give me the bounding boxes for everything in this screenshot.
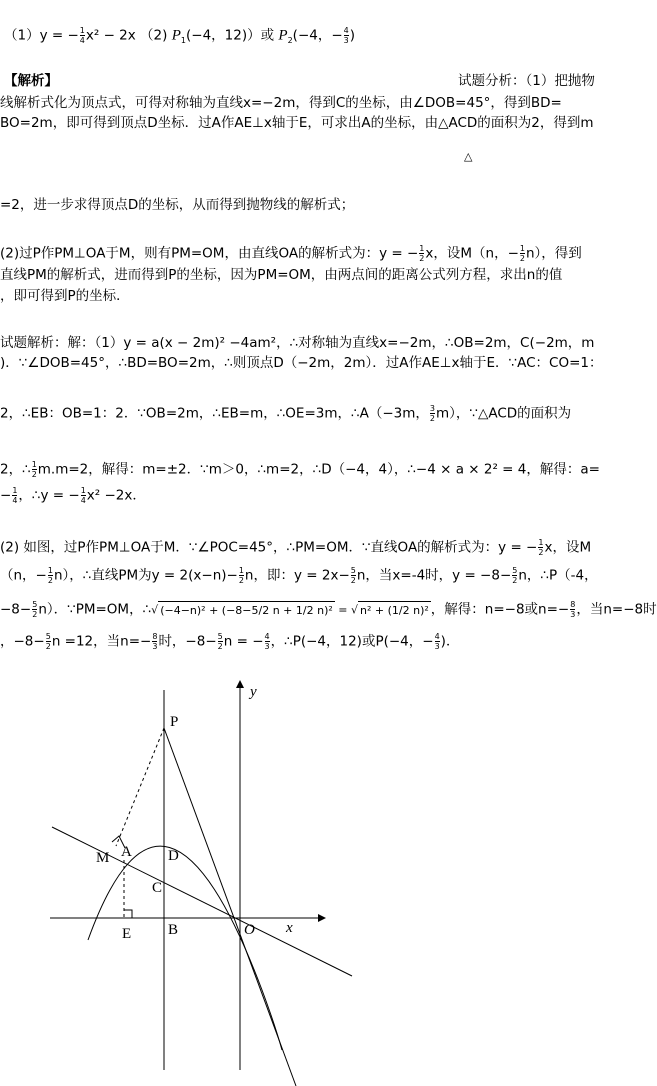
solution-s8-eq: = [334,603,351,617]
solution-s7-frac3-den: 2 [350,576,356,585]
solution-s6a: (2) 如图，过P作PM⊥OA于M．∵∠POC=45°，∴PM=OM．∵直线OA的解析式为：y = − [0,539,538,556]
label-B: B [168,922,179,938]
solution-s9-frac2 [152,632,157,651]
solution-s3-frac-num: 3 [429,404,435,413]
solution-line-8: −8− $\frac{5}{2}$ n）．∵PM=OM，∴√ (−4−n)² + (−8−5/2 n + 1/2 n)² = √ n² + (1/2 n)² ，解得：n=−8或n=− $\frac{8}{3}$ ，当n=−8时 [0,600,657,619]
solution-s9e: ，∴P(−4，12)或P(−4，− [270,633,434,650]
p1-sub: 1 [180,36,186,46]
p2-frac-den: 3 [343,36,349,45]
solution-s5-frac2-num: 1 [80,486,86,495]
solution-s3b: m），∵△ACD的面积为 [435,405,572,422]
label-C: C [152,880,163,896]
solution-s9a: ，−8− [0,633,45,650]
solution-s9-frac [46,632,51,651]
analysis-l4-frac [419,244,424,263]
solution-s5-frac-den: 4 [12,496,18,505]
analysis-triangle: △ [464,150,473,163]
solution-s9-frac4-num: 4 [264,632,270,641]
analysis-line-5: 直线PM的解析式，进而得到P的坐标，因为PM=OM，由两点间的距离公式列方程，求出n的值 [0,267,563,283]
solution-s8-frac-num: 5 [32,600,38,609]
solution-s4-frac-den: 2 [31,470,37,479]
solution-s7-frac2-num: 1 [238,566,244,575]
solution-line-1: 试题解析：解：（1）y = a(x − 2m)² −4am²，∴对称轴为直线x=−2m，∴OB=2m，C(−2m，m [0,335,595,351]
answer-summary-line [4,26,355,50]
label-M: M [96,850,110,866]
solution-s4-frac [32,460,37,479]
solution-s9-frac4-den: 3 [264,642,270,651]
p2-coords-b: ) [349,27,356,44]
analysis-line-1: 线解析式化为顶点式，可得对称轴为直线x=−2m，得到C的坐标，由∠DOB=45°，得到BD= [0,95,562,111]
p2-symbol: P [278,27,288,44]
p1-coords: (−4，12)）或 [185,27,275,44]
solution-s7-frac3 [351,566,356,585]
solution-s8-sqrt2: n² + (1/2 n)² [358,601,431,620]
label-P: P [170,714,179,730]
analysis-l4-frac2-num: 1 [519,244,525,253]
solution-s7-frac-num: 1 [47,566,53,575]
solution-s8-frac2-num: 8 [570,600,576,609]
solution-s8c: ，解得：n=−8或n=− [430,601,570,618]
analysis-l4-frac2 [520,244,525,263]
solution-s7b: n），∴直线PM为y = 2(x−n)− [53,567,238,584]
eq1-frac-num: 1 [79,26,85,35]
p2-sub: 2 [287,36,293,46]
solution-s7a: （n，− [0,567,47,584]
solution-s9c: 时，−8− [158,633,217,650]
solution-s7-frac4-num: 5 [512,566,518,575]
solution-s7-frac2 [239,566,244,585]
solution-line-4 [0,460,600,479]
solution-s8-frac2-den: 3 [570,610,576,619]
label-A: A [121,844,132,860]
solution-s9-frac-den: 2 [45,642,51,651]
solution-s3-frac [430,404,435,423]
solution-s3-frac-den: 2 [429,414,435,423]
solution-s7d: n，当x=-4时，y = −8− [356,567,512,584]
solution-s8b: n）．∵PM=OM，∴ [38,601,152,618]
solution-s9-frac4 [265,632,270,651]
solution-s9-frac5-den: 3 [434,642,440,651]
analysis-label: 【解析】 [4,73,58,89]
p2-fraction [344,26,349,45]
solution-s5a: − [0,487,12,504]
solution-s9-frac2-num: 8 [152,632,158,641]
analysis-l4-frac-num: 1 [419,244,425,253]
solution-s7-frac4 [512,566,517,585]
solution-s9d: n = − [223,633,264,650]
solution-s7-frac-den: 2 [47,576,53,585]
solution-line-7 [0,566,598,585]
solution-s6b: x，设M [544,539,592,556]
eq1-y: y = − [39,27,79,44]
solution-s8d: ，当n=−8时 [576,601,657,618]
solution-s8-frac [32,600,37,619]
analysis-l4b: x，设M（n，− [425,245,519,262]
right-angle-E [124,910,132,918]
solution-s9f: )． [440,633,460,650]
solution-s5-frac2 [81,486,86,505]
eq1-fraction [80,26,85,45]
analysis-l4a: (2)过P作PM⊥OA于M，则有PM=OM，由直线OA的解析式为：y = − [0,245,419,262]
solution-s8-frac-den: 2 [32,610,38,619]
label-E: E [122,926,132,942]
solution-s4a: 2，∴ [0,461,31,478]
solution-s7c: n，即：y = 2x− [244,567,350,584]
solution-line-3 [0,404,571,423]
solution-s5b: ，∴y = − [18,487,80,504]
solution-s9-frac3-num: 5 [217,632,223,641]
solution-s9-frac3 [218,632,223,651]
solution-s6-frac [538,538,543,557]
solution-s8a: −8− [0,601,32,618]
solution-s6-frac-den: 2 [538,548,544,557]
solution-s8-sqrt1: (−4−n)² + (−8−5/2 n + 1/2 n)² [158,601,335,620]
solution-line-2: )．∵∠DOB=45°，∴BD=BO=2m，∴则顶点D（−2m，2m）．过A作AE⊥x轴于E．∵AC：CO=1： [0,355,603,371]
solution-s3a: 2，∴EB：OB=1：2．∵OB=2m，∴EB=m，∴OE=3m，∴A（−3m， [0,405,429,422]
solution-s5-frac2-den: 4 [80,496,86,505]
analysis-line-4 [0,244,582,263]
solution-s9-frac5 [435,632,440,651]
solution-line-6 [0,538,591,557]
p2-frac-num: 4 [343,26,349,35]
eq1-rest: x² − 2x （2) [85,27,168,44]
p1-symbol: P [171,27,181,44]
solution-s7-frac [48,566,53,585]
part1-label: （1） [4,27,40,44]
solution-line-5 [0,486,146,505]
solution-s7-frac3-num: 5 [350,566,356,575]
solution-s9b: n =12，当n=− [51,633,152,650]
solution-s9-frac-num: 5 [45,632,51,641]
geometry-figure [0,670,630,1086]
solution-line-9 [0,632,459,651]
label-x: x [286,920,293,936]
label-y: y [250,684,257,700]
solution-s5-frac-num: 1 [12,486,18,495]
solution-s7-frac4-den: 2 [512,576,518,585]
solution-s7-frac2-den: 2 [238,576,244,585]
solution-s7e: n，∴P（-4， [518,567,598,584]
p2-coords-a: (−4，− [292,27,343,44]
analysis-line-6: ，即可得到P的坐标． [0,288,130,304]
parabola [88,846,282,1050]
solution-s9-frac3-den: 2 [217,642,223,651]
analysis-line-2: BO=2m，即可得到顶点D坐标．过A作AE⊥x轴于E，可求出A的坐标，由△ACD的面积为2，得到m [0,115,594,131]
solution-s6-frac-num: 1 [538,538,544,547]
solution-s8-frac2 [570,600,575,619]
analysis-l4c: n），得到 [525,245,582,262]
solution-s4-frac-num: 1 [31,460,37,469]
analysis-line-3: =2，进一步求得顶点D的坐标，从而得到抛物线的解析式； [0,197,355,213]
solution-s5-frac [12,486,17,505]
eq1-frac-den: 4 [79,36,85,45]
analysis-test-label: 试题分析：（1）把抛物 [458,73,595,89]
analysis-l4-frac2-den: 2 [519,254,525,263]
solution-s9-frac5-num: 4 [434,632,440,641]
label-D: D [168,848,179,864]
solution-s4b: m.m=2，解得：m=±2．∵m＞0，∴m=2，∴D（−4，4），∴−4 × a × 2² = 4，解得：a= [37,461,600,478]
label-O: O [244,922,255,938]
solution-s5c: x² −2x． [86,487,146,504]
analysis-l4-frac-den: 2 [419,254,425,263]
line-PM-dashed [116,728,164,846]
solution-s9-frac2-den: 3 [152,642,158,651]
